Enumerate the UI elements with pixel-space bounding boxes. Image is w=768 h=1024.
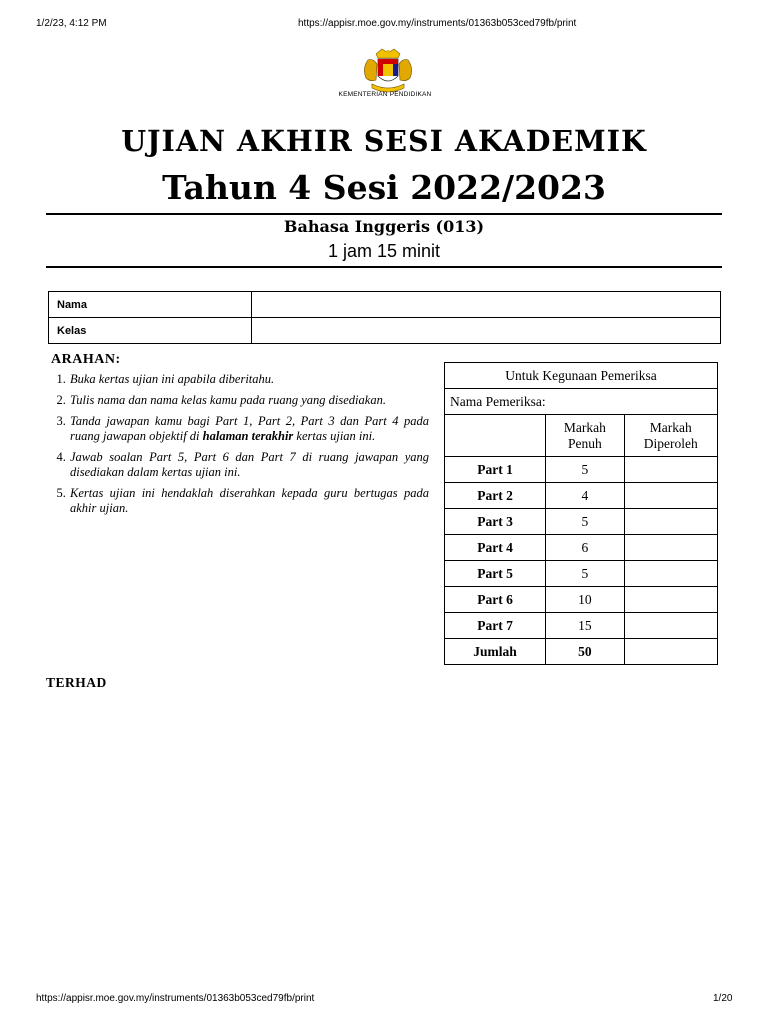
part-label: Part 1 bbox=[445, 457, 546, 483]
name-label: Nama bbox=[49, 292, 252, 318]
table-row bbox=[445, 535, 718, 561]
obtained-marks-field[interactable] bbox=[624, 613, 717, 639]
instruction-item bbox=[69, 414, 429, 444]
part-label: Part 7 bbox=[445, 613, 546, 639]
page-counter: 1/20 bbox=[713, 993, 733, 1004]
instruction-item: 5. Kertas ujian ini hendaklah diserahkan kepada guru bertugas pada akhir ujian. bbox=[69, 486, 429, 516]
full-marks: 5 bbox=[546, 457, 624, 483]
class-row bbox=[49, 318, 721, 344]
subject-name: Bahasa Inggeris (013) bbox=[283, 217, 485, 236]
full-marks-header: Markah Penuh bbox=[546, 415, 624, 457]
exam-title: UJIAN AKHIR SESI AKADEMIK bbox=[121, 124, 647, 158]
class-label: Kelas bbox=[49, 318, 252, 344]
full-marks: 10 bbox=[546, 587, 624, 613]
print-url-bottom: https://appisr.moe.gov.my/instruments/01363b053ced79fb/print bbox=[36, 993, 315, 1004]
name-row bbox=[49, 292, 721, 318]
print-url-top: https://appisr.moe.gov.my/instruments/01363b053ced79fb/print bbox=[298, 18, 577, 29]
table-row bbox=[445, 587, 718, 613]
obtained-marks-header: Markah Diperoleh bbox=[624, 415, 717, 457]
instruction-item: 1. Buka kertas ujian ini apabila diberitahu. bbox=[69, 372, 429, 387]
class-field[interactable] bbox=[252, 318, 721, 344]
obtained-marks-field[interactable] bbox=[624, 457, 717, 483]
total-full-marks: 50 bbox=[546, 639, 624, 665]
obtained-marks-field[interactable] bbox=[624, 587, 717, 613]
student-identity-table bbox=[48, 291, 721, 344]
total-obtained-field[interactable] bbox=[624, 639, 717, 665]
full-marks: 15 bbox=[546, 613, 624, 639]
table-row bbox=[445, 613, 718, 639]
title-divider-bottom bbox=[46, 266, 722, 268]
instructions-heading: ARAHAN: bbox=[51, 352, 121, 367]
instruction-text: kertas ujian ini. bbox=[293, 429, 376, 443]
classification-label: TERHAD bbox=[46, 675, 107, 690]
table-row bbox=[445, 509, 718, 535]
obtained-marks-field[interactable] bbox=[624, 483, 717, 509]
part-label: Part 2 bbox=[445, 483, 546, 509]
print-datetime: 1/2/23, 4:12 PM bbox=[36, 18, 107, 29]
instruction-text: Tanda jawapan kamu bagi Part 1, Part 2, Part 3 dan Part 4 pada ruang jawapan objektif di bbox=[70, 414, 429, 443]
exam-duration: 1 jam 15 minit bbox=[327, 241, 441, 261]
obtained-marks-field[interactable] bbox=[624, 561, 717, 587]
table-row bbox=[445, 457, 718, 483]
part-label: Part 6 bbox=[445, 587, 546, 613]
instruction-emphasis: halaman terakhir bbox=[202, 429, 294, 443]
table-row bbox=[445, 483, 718, 509]
full-marks: 4 bbox=[546, 483, 624, 509]
obtained-marks-field[interactable] bbox=[624, 509, 717, 535]
full-marks: 5 bbox=[546, 561, 624, 587]
table-row bbox=[445, 561, 718, 587]
part-column-header bbox=[445, 415, 546, 457]
part-label: Part 5 bbox=[445, 561, 546, 587]
title-divider-top bbox=[46, 213, 722, 215]
instruction-item: 4. Jawab soalan Part 5, Part 6 dan Part 7 di ruang jawapan yang disediakan dalam kertas ujian ini. bbox=[69, 450, 429, 480]
full-marks: 6 bbox=[546, 535, 624, 561]
instructions-list bbox=[56, 372, 429, 522]
examiner-name-field[interactable]: Nama Pemeriksa: bbox=[445, 389, 718, 415]
exam-year-session: Tahun 4 Sesi 2022/2023 bbox=[162, 168, 606, 207]
examiner-table-title: Untuk Kegunaan Pemeriksa bbox=[445, 363, 718, 389]
part-label: Part 3 bbox=[445, 509, 546, 535]
obtained-marks-field[interactable] bbox=[624, 535, 717, 561]
examiner-marks-table bbox=[444, 362, 718, 665]
full-marks: 5 bbox=[546, 509, 624, 535]
part-label: Part 4 bbox=[445, 535, 546, 561]
instruction-item: 2. Tulis nama dan nama kelas kamu pada ruang yang disediakan. bbox=[69, 393, 429, 408]
total-row bbox=[445, 639, 718, 665]
name-field[interactable] bbox=[252, 292, 721, 318]
total-label: Jumlah bbox=[445, 639, 546, 665]
ministry-name: KEMENTERIAN PENDIDIKAN bbox=[338, 91, 432, 98]
